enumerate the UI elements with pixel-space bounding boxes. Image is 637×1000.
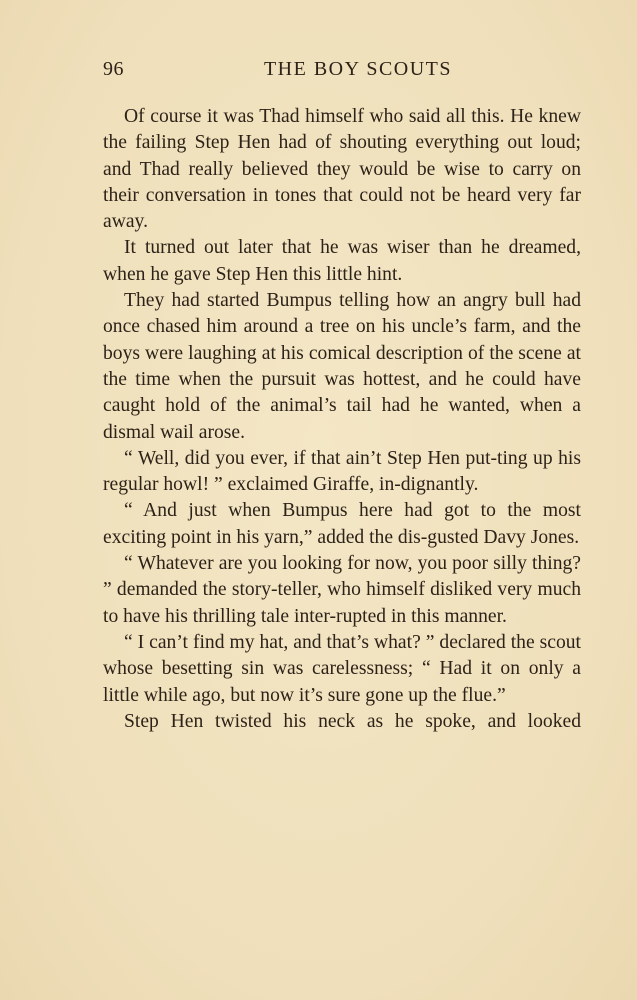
running-head: THE BOY SCOUTS [263, 58, 453, 80]
paragraph: “ And just when Bumpus here had got to the most exciting point in his yarn,” added the dis-gusted Davy Jones. [103, 500, 581, 548]
page-number: 96 [103, 58, 124, 80]
paragraph: “ Whatever are you looking for now, you poor silly thing? ” demanded the story-teller, who himself disliked very much to have his thrilling tale inter-rupted in this manner. [103, 553, 581, 627]
paragraph: Of course it was Thad himself who said all this. He knew the failing Step Hen had of shouting everything out loud; and Thad really believed they would be wise to carry on their conversation in tones that could not be heard very far away. [103, 106, 581, 233]
page-header [103, 58, 583, 86]
paragraph: They had started Bumpus telling how an angry bull had once chased him around a tree on his uncle’s farm, and the boys were laughing at his comical description of the scene at the time when the pursuit was hottest, and he could have caught hold of the animal’s tail had he wanted, when a dismal wail arose. [103, 290, 581, 443]
paragraph: “ I can’t find my hat, and that’s what? ” declared the scout whose besetting sin was carelessness; “ Had it on only a little while ago, but now it’s sure gone up the flue.” [103, 631, 581, 706]
paragraph: It turned out later that he was wiser than he dreamed, when he gave Step Hen this little hint. [103, 237, 581, 285]
body-text [103, 104, 581, 735]
paragraph: “ Well, did you ever, if that ain’t Step Hen put-ting up his regular howl! ” exclaimed Giraffe, in-dignantly. [103, 447, 581, 496]
paragraph: Step Hen twisted his neck as he spoke, and looked [124, 710, 581, 732]
